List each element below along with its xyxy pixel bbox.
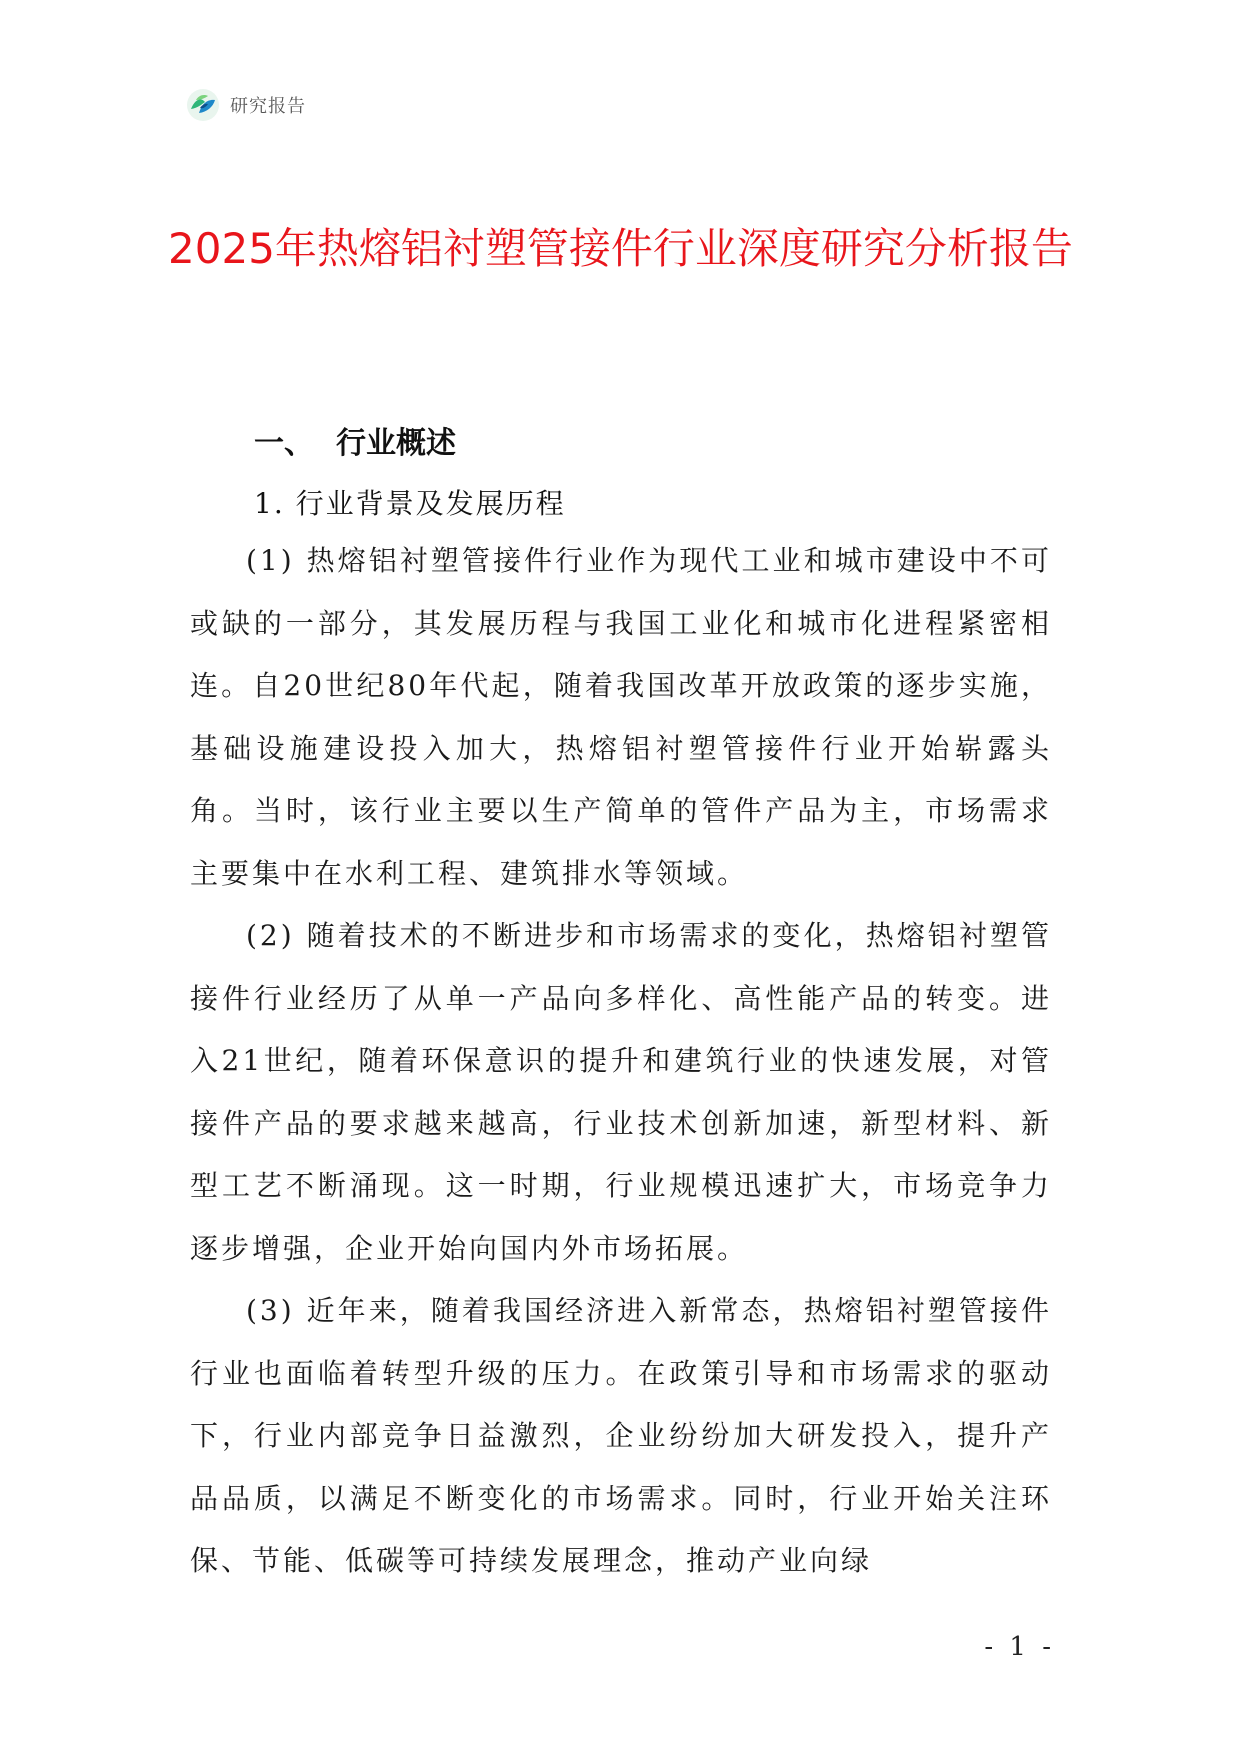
paragraph-3: (3) 近年来，随着我国经济进入新常态，热熔铝衬塑管接件行业也面临着转型升级的压力。在政策引导和市场需求的驱动下，行业内部竞争日益激烈，企业纷纷加大研发投入，提升产品品质，以满足不断变化的市场需求。同时，行业开始关注环保、节能、低碳等可持续发展理念，推动产业向绿 [190,1294,1052,1577]
leaf-logo-icon [186,88,220,122]
page-number: - 1 - [984,1632,1055,1662]
paragraph-2: (2) 随着技术的不断进步和市场需求的变化，热熔铝衬塑管接件行业经历了从单一产品向多样化、高性能产品的转变。进入21世纪，随着环保意识的提升和建筑行业的快速发展，对管接件产品的要求越来越高，行业技术创新加速，新型材料、新型工艺不断涌现。这一时期，行业规模迅速扩大，市场竞争力逐步增强，企业开始向国内外市场拓展。 [190,919,1052,1265]
paragraph-1: (1) 热熔铝衬塑管接件行业作为现代工业和城市建设中不可或缺的一部分，其发展历程与我国工业化和城市化进程紧密相连。自20世纪80年代起，随着我国改革开放政策的逐步实施，基础设施建设投入加大，热熔铝衬塑管接件行业开始崭露头角。当时，该行业主要以生产简单的管件产品为主，市场需求主要集中在水利工程、建筑排水等领域。 [190,544,1052,890]
section-heading [254,418,456,462]
report-header [186,88,306,122]
section-number: 一、 [254,426,314,461]
subsection-heading: 1. 行业背景及发展历程 [254,487,566,520]
document-title: 2025年热熔铝衬塑管接件行业深度研究分析报告 [168,224,1073,273]
section-title: 行业概述 [336,426,456,461]
body-text [190,530,1052,1593]
header-label: 研究报告 [230,96,306,117]
